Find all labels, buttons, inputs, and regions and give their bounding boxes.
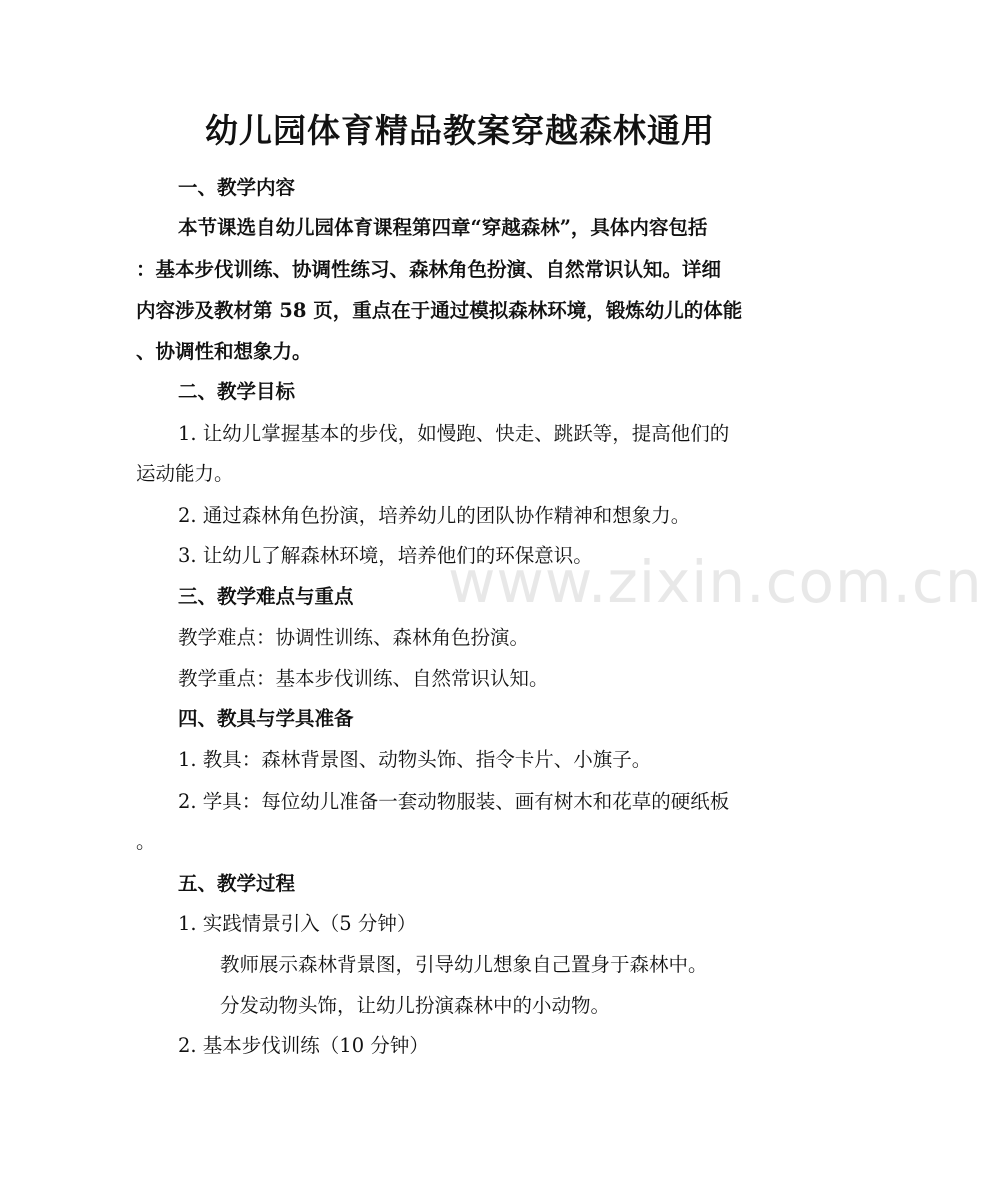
paragraph-line: 教学难点：协调性训练、森林角色扮演。 (178, 626, 530, 649)
list-item-continuation: 。 (136, 830, 156, 853)
section-heading-content: 一、教学内容 (178, 176, 296, 199)
paragraph-line: 、协调性和想象力。 (136, 340, 312, 363)
list-item: 2. 基本步伐训练（10 分钟） (178, 1034, 429, 1057)
list-item: 2. 学具：每位幼儿准备一套动物服装、画有树木和花草的硬纸板 (178, 790, 730, 813)
list-item: 1. 教具：森林背景图、动物头饰、指令卡片、小旗子。 (178, 748, 652, 771)
paragraph-line: 本节课选自幼儿园体育课程第四章“穿越森林”，具体内容包括 (178, 216, 708, 239)
paragraph-line: ：基本步伐训练、协调性练习、森林角色扮演、自然常识认知。详细 (136, 258, 722, 281)
list-item-continuation: 运动能力。 (136, 462, 234, 485)
paragraph-line: 内容涉及教材第 58 页，重点在于通过模拟森林环境，锻炼幼儿的体能 (136, 299, 743, 322)
section-heading-materials: 四、教具与学具准备 (178, 707, 354, 730)
indented-paragraph: 教师展示森林背景图，引导幼儿想象自己置身于森林中。 (220, 953, 708, 976)
indented-paragraph: 分发动物头饰，让幼儿扮演森林中的小动物。 (220, 994, 611, 1017)
list-item: 1. 实践情景引入（5 分钟） (178, 912, 417, 935)
section-heading-difficulties: 三、教学难点与重点 (178, 585, 354, 608)
list-item: 1. 让幼儿掌握基本的步伐，如慢跑、快走、跳跃等，提高他们的 (178, 422, 730, 445)
paragraph-line: 教学重点：基本步伐训练、自然常识认知。 (178, 667, 549, 690)
list-item: 2. 通过森林角色扮演，培养幼儿的团队协作精神和想象力。 (178, 504, 691, 527)
section-heading-process: 五、教学过程 (178, 872, 296, 895)
watermark: www.zixin.com.cn (448, 548, 983, 616)
document-title: 幼儿园体育精品教案穿越森林通用 (205, 111, 715, 150)
list-item: 3. 让幼儿了解森林环境，培养他们的环保意识。 (178, 544, 593, 567)
section-heading-objectives: 二、教学目标 (178, 380, 296, 403)
